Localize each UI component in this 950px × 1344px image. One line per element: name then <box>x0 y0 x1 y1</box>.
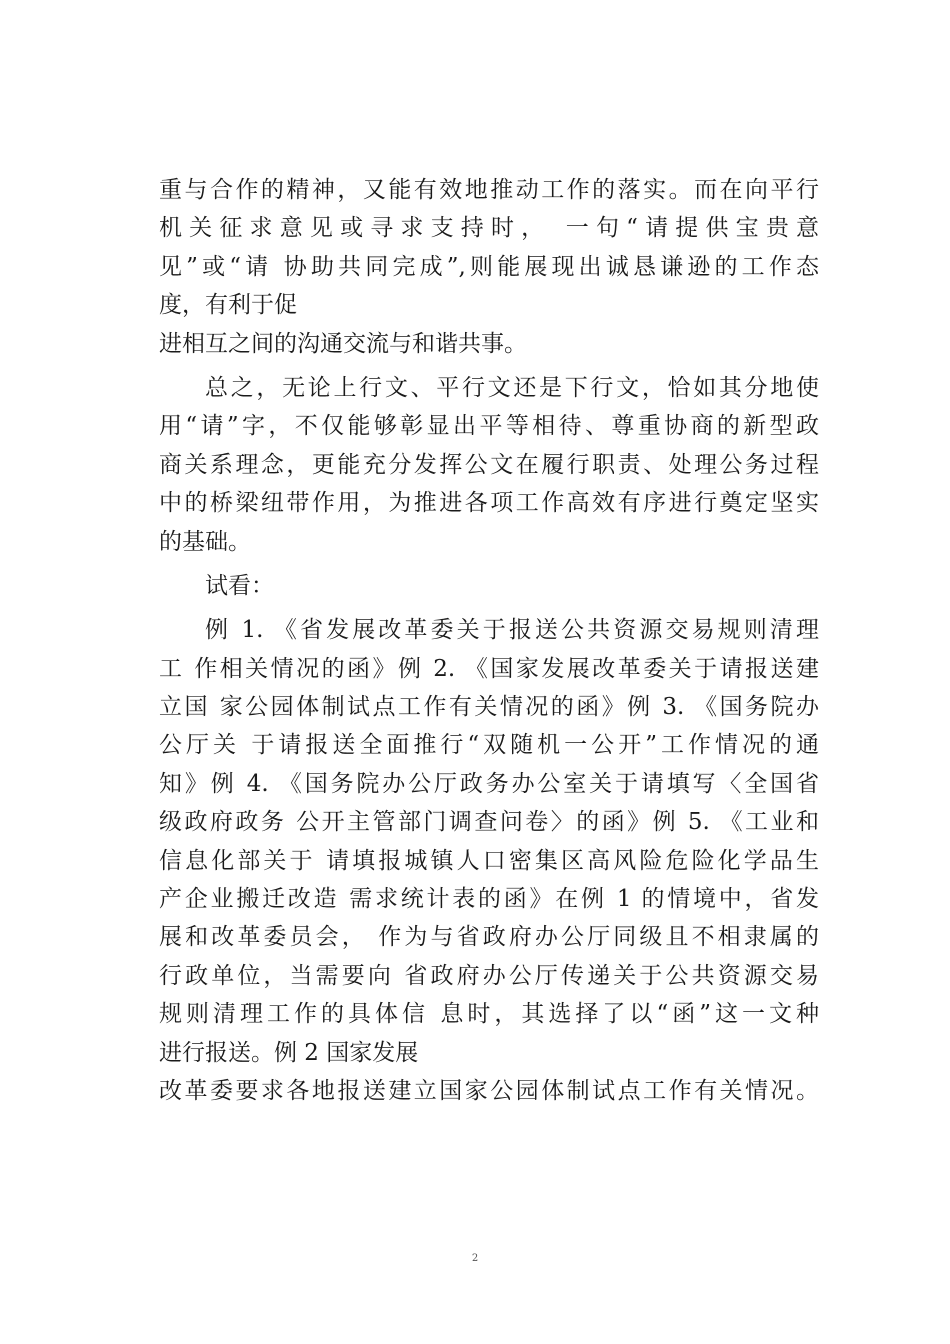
page-number: 2 <box>471 1253 479 1264</box>
text-line: 总之，无论上行文、平行文还是下行文，恰如其分地使 <box>205 374 819 401</box>
text-line: 机关征求意见或寻求支持时， 一句“请提供宝贵意 <box>159 215 819 242</box>
text-line: 产企业搬迁改造 需求统计表的函》在例 1 的情境中，省发 <box>159 886 819 913</box>
text-line: 公厅关 于请报送全面推行“双随机一公开”工作情况的通 <box>159 732 819 759</box>
text-line: 重与合作的精神，又能有效地推动工作的落实。而在向平行 <box>159 177 819 203</box>
text-line: 见”或“请 协助共同完成”,则能展现出诚恳谦逊的工作态 <box>159 253 819 280</box>
text-line: 立国 家公园体制试点工作有关情况的函》例 3. 《国务院办 <box>159 694 819 721</box>
paragraph-3 <box>159 567 819 605</box>
text-line: 进相互之间的沟通交流与和谐共事。 <box>159 330 527 357</box>
text-line: 试看： <box>205 572 274 599</box>
paragraph-1 <box>159 171 819 363</box>
text-line: 例 1. 《省发展改革委关于报送公共资源交易规则清理 <box>205 617 819 644</box>
body-text <box>159 171 819 1110</box>
text-line: 行政单位，当需要向 省政府办公厅传递关于公共资源交易 <box>159 962 819 989</box>
text-line: 级政府政务 公开主管部门调查问卷〉的函》例 5. 《工业和 <box>159 809 819 836</box>
text-line: 用“请”字，不仅能够彰显出平等相待、尊重协商的新型政 <box>159 413 819 440</box>
text-line: 度，有利于促 <box>159 292 297 319</box>
text-line: 进行报送。例 2 国家发展 <box>159 1039 419 1066</box>
paragraph-4 <box>159 611 819 1110</box>
text-line: 信息化部关于 请填报城镇人口密集区高风险危险化学品生 <box>159 847 819 874</box>
text-line: 的基础。 <box>159 528 251 555</box>
text-line: 规则清理工作的具体信 息时，其选择了以“函”这一文种 <box>159 1001 819 1028</box>
text-line: 展和改革委员会， 作为与省政府办公厅同级且不相隶属的 <box>159 924 819 951</box>
text-line: 改革委要求各地报送建立国家公园体制试点工作有关情况。 <box>159 1077 819 1104</box>
text-line: 知》例 4. 《国务院办公厅政务办公室关于请填写〈全国省 <box>159 770 819 797</box>
text-line: 工 作相关情况的函》例 2. 《国家发展改革委关于请报送建 <box>159 655 819 682</box>
paragraph-2 <box>159 369 819 561</box>
text-line: 中的桥梁纽带作用，为推进各项工作高效有序进行奠定坚实 <box>159 490 819 517</box>
text-line: 商关系理念，更能充分发挥公文在履行职责、处理公务过程 <box>159 451 819 478</box>
